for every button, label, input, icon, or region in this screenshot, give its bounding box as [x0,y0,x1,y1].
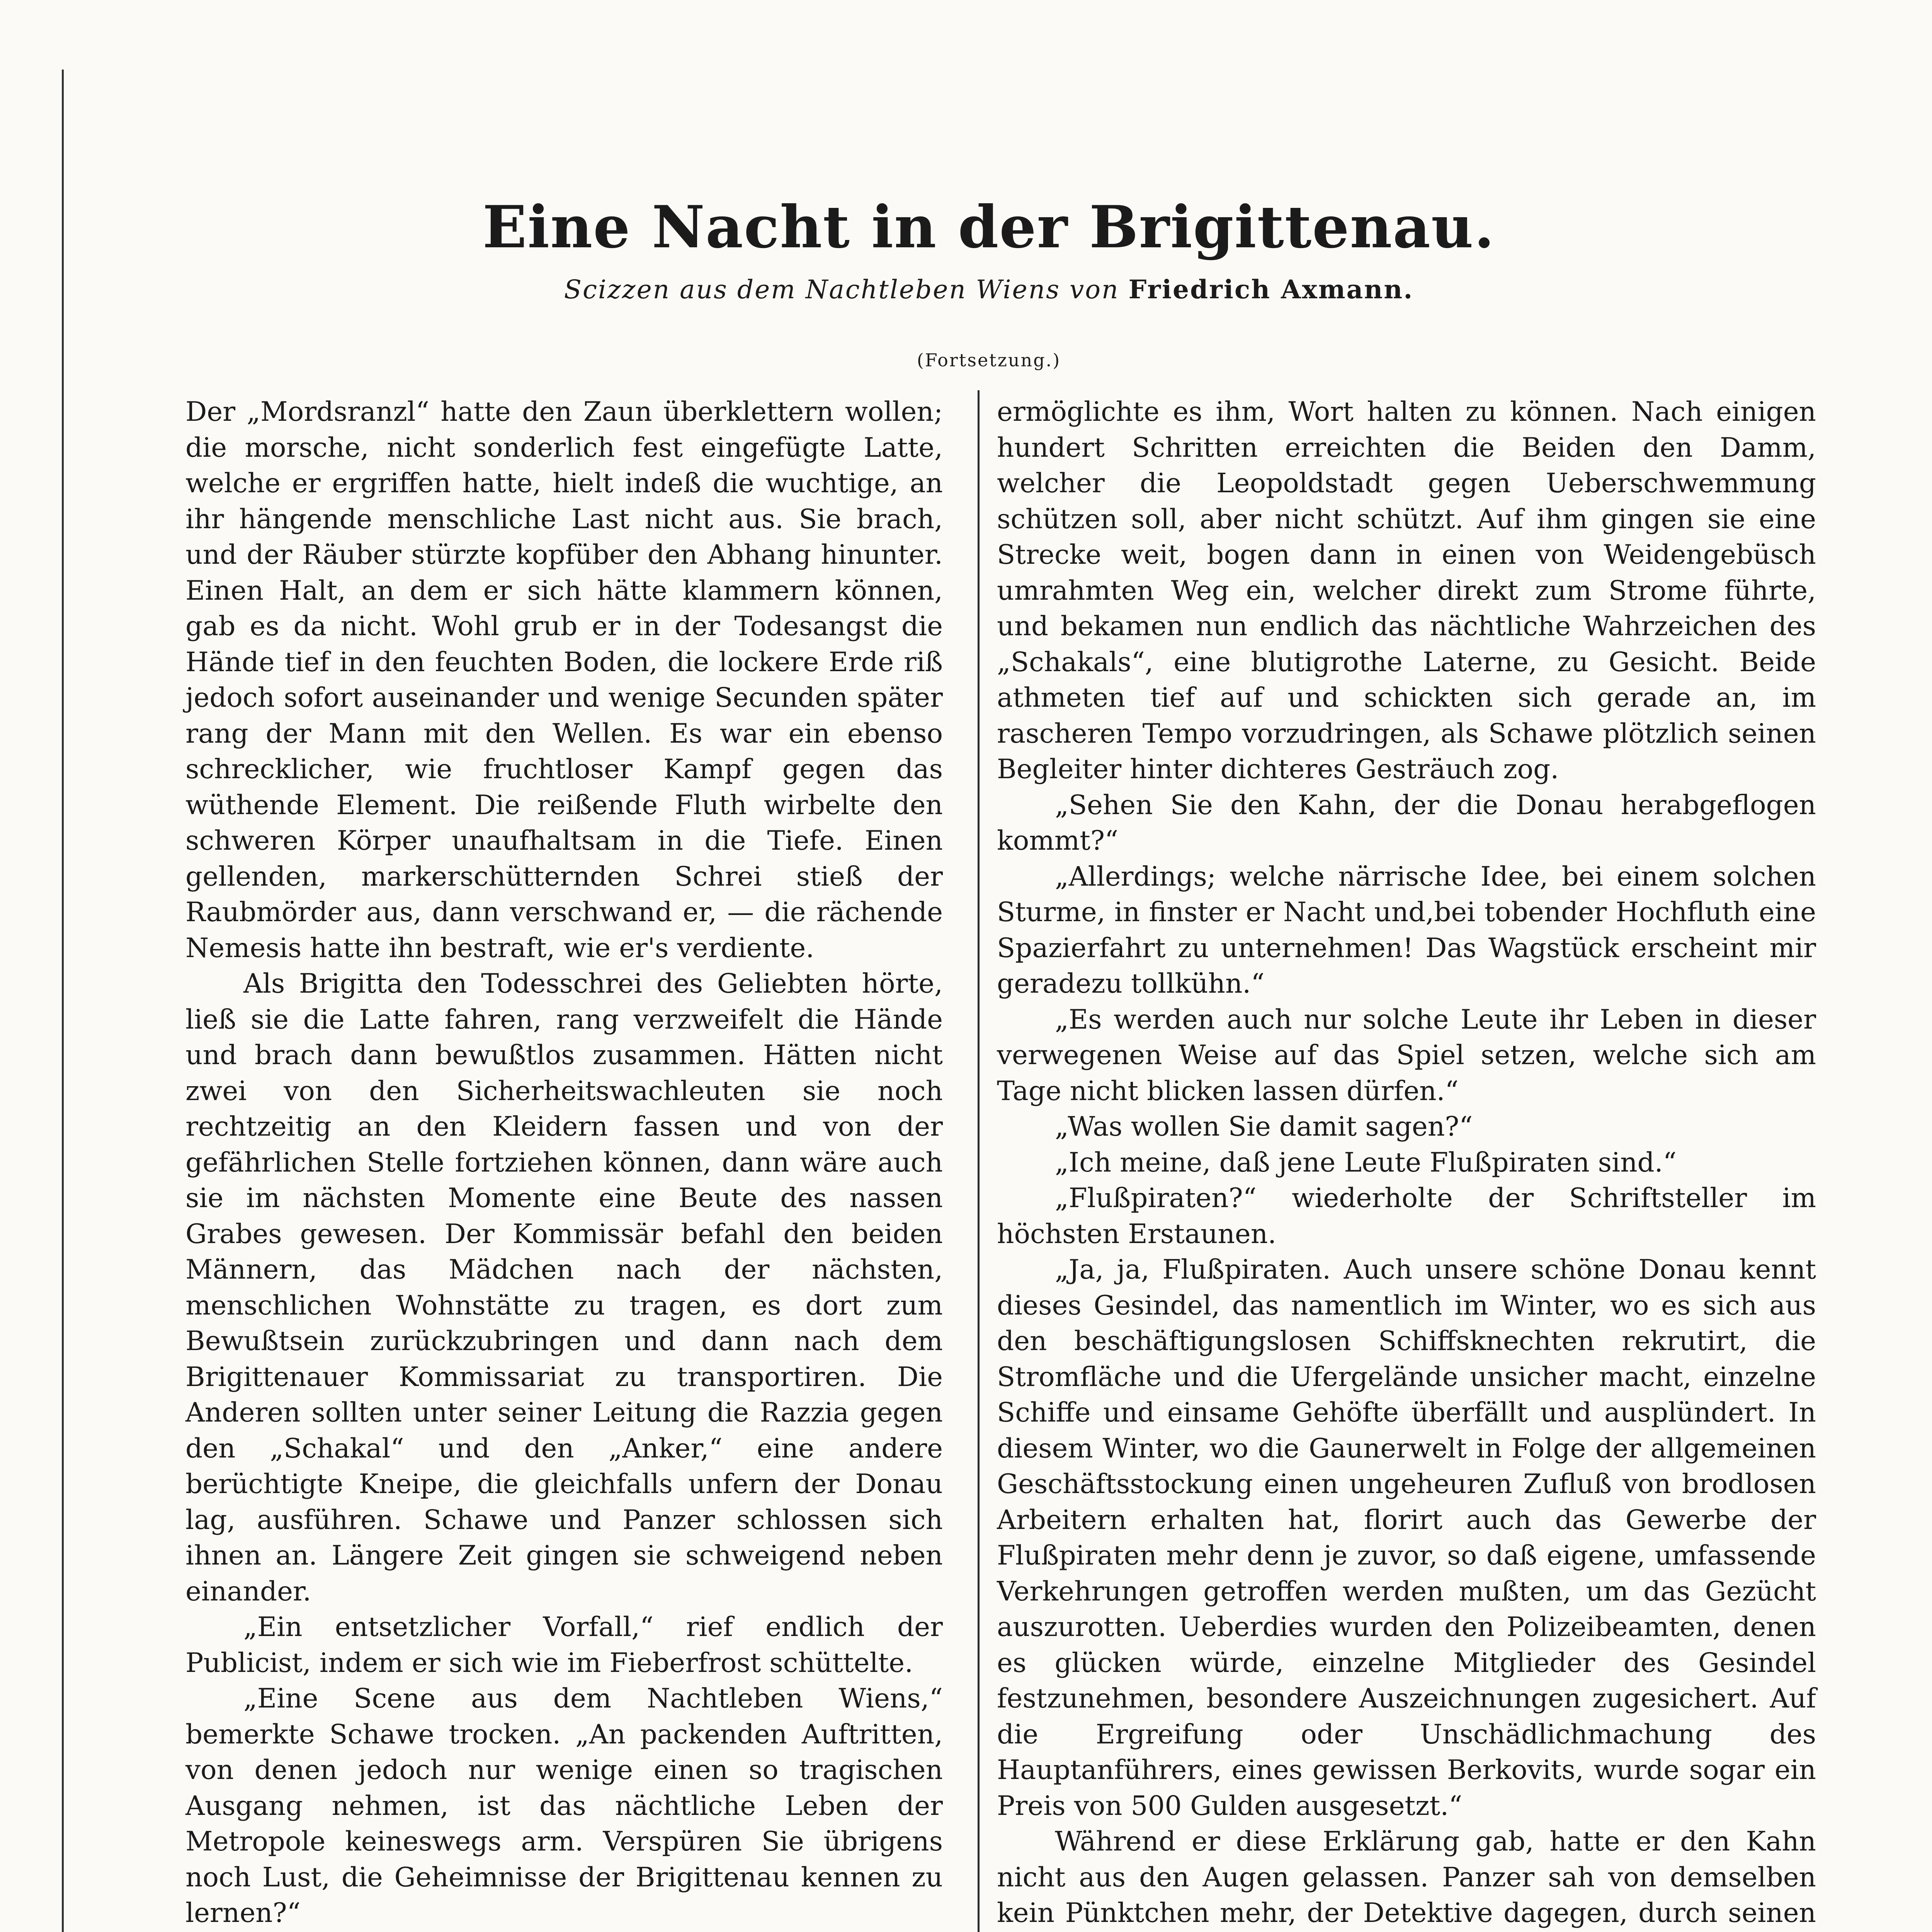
paragraph: Während er diese Erklärung gab, hatte er den Kahn nicht aus den Augen gelassen. Panzer sah von demselben kein Pünktchen mehr, der Detektive dagegen, durch seinen [997,1826,1816,1929]
subtitle-text: Scizzen aus dem Nachtleben Wiens von [564,275,1119,304]
paragraph: „Es werden auch nur solche Leute ihr Leben in dieser verwegenen Weise auf das Spiel setzen, welche sich am Tage nicht blicken lassen dürfen.“ [997,1004,1816,1107]
paragraph: „Flußpiraten?“ wiederholte der Schriftsteller im höchsten Erstaunen. [997,1183,1816,1250]
article-title: Eine Nacht in der Brigittenau. [482,193,1495,261]
paragraph: Der „Mordsranzl“ hatte den Zaun überklettern wollen; die morsche, nicht sonderlich fest eingefügte Latte, welche er ergriffen hatte, hielt indeß die wuchtige, an ihr hängende menschliche Last nicht aus. Sie brach, und der Räuber stürzte kopfüber den Abhang hinunter. Einen Halt, an dem er sich hätte klammern können, gab es da nicht. Wohl grub er in der Todesangst die Hände tief in den feuchten Boden, die lockere Erde riß jedoch sofort auseinander und wenige Secunden später rang der Mann mit den Wellen. Es war ein ebenso schrecklicher, wie fruchtloser Kampf gegen das wüthende Element. Die reißende Fluth wirbelte den schweren Körper unaufhaltsam in die Tiefe. Einen gellenden, markerschütternden Schrei stieß der Raubmörder aus, dann verschwand er, — die rächende Nemesis hatte ihn bestraft, wie er's verdiente. [185,396,943,964]
paragraph: „Ja, ja, Flußpiraten. Auch unsere schöne Donau kennt dieses Gesindel, das namentlich im Winter, wo es sich aus den beschäftigungslosen Schiffsknechten rekrutirt, die Stromfläche und die Ufergelände unsicher macht, einzelne Schiffe und einsame Gehöfte überfällt und ausplündert. In diesem Winter, wo die Gaunerwelt in Folge der allgemeinen Geschäftsstockung einen ungeheuren Zufluß von brodlosen Arbeitern erhalten hat, florirt auch das Gewerbe der Flußpiraten mehr denn je zuvor, so daß eigene, umfassende Verkehrungen getroffen werden mußten, um das Gezücht auszurotten. Ueberdies wurden den Polizeibeamten, denen es glücken würde, einzelne Mitglieder des Gesindel festzunehmen, besondere Auszeichnungen zugesichert. Auf die Ergreifung oder Unschädlichmachung des Hauptanführers, eines gewissen Berkovits, wurde sogar ein Preis von 500 Gulden ausgesetzt.“ [997,1254,1816,1821]
paragraph: „Allerdings; welche närrische Idee, bei einem solchen Sturme, in finster er Nacht und,bei tobender Hochfluth eine Spazierfahrt zu unternehmen! Das Wagstück erscheint mir geradezu tollkühn.“ [997,861,1816,999]
author-name: Friedrich Axmann. [1128,274,1414,304]
left-column [185,394,943,1932]
continued-note: (Fortsetzung.) [917,350,1061,371]
paragraph: „Sehen Sie den Kahn, der die Donau herabgeflogen kommt?“ [997,789,1816,856]
paragraph: „Ich meine, daß jene Leute Flußpiraten sind.“ [1055,1147,1677,1178]
paragraph: „Was wollen Sie damit sagen?“ [1055,1111,1473,1142]
paragraph: ermöglichte es ihm, Wort halten zu können. Nach einigen hundert Schritten erreichten die Beiden den Damm, welcher die Leopoldstadt gegen Ueberschwemmung schützen soll, aber nicht schützt. Auf ihm gingen sie eine Strecke weit, bogen dann in einen von Weidengebüsch umrahmten Weg ein, welcher direkt zum Strome führte, und bekamen nun endlich das nächtliche Wahrzeichen des „Schakals“, eine blutigrothe Laterne, zu Gesicht. Beide athmeten tief auf und schickten sich gerade an, im rascheren Tempo vorzudringen, als Schawe plötzlich seinen Begleiter hinter dichteres Gesträuch zog. [997,396,1816,785]
article-subtitle [0,274,1932,304]
right-column [997,394,1816,1932]
paragraph: „Eine Scene aus dem Nachtleben Wiens,“ bemerkte Schawe trocken. „An packenden Auftritten, von denen jedoch nur wenige einen so tragischen Ausgang nehmen, ist das nächtliche Leben der Metropole keineswegs arm. Verspüren Sie übrigens noch Lust, die Geheimnisse der Brigittenau kennen zu lernen?“ [185,1683,943,1929]
column-divider [978,390,980,1932]
paragraph: Als Brigitta den Todesschrei des Geliebten hörte, ließ sie die Latte fahren, rang verzweifelt die Hände und brach dann bewußtlos zusammen. Hätten nicht zwei von den Sicherheitswachleuten sie noch rechtzeitig an den Kleidern fassen und von der gefährlichen Stelle fortziehen können, dann wäre auch sie im nächsten Momente eine Beute des nassen Grabes gewesen. Der Kommissär befahl den beiden Männern, das Mädchen nach der nächsten, menschlichen Wohnstätte zu tragen, es dort zum Bewußtsein zurückzubringen und dann nach dem Brigittenauer Kommissariat zu transportiren. Die Anderen sollten unter seiner Leitung die Razzia gegen den „Schakal“ und den „Anker,“ eine andere berüchtigte Kneipe, die gleichfalls unfern der Donau lag, ausführen. Schawe und Panzer schlossen sich ihnen an. Längere Zeit gingen sie schweigend neben einander. [185,968,943,1607]
paragraph: „Ein entsetzlicher Vorfall,“ rief endlich der Publicist, indem er sich wie im Fieberfrost schüttelte. [185,1612,943,1679]
left-edge-rule [62,70,64,1932]
